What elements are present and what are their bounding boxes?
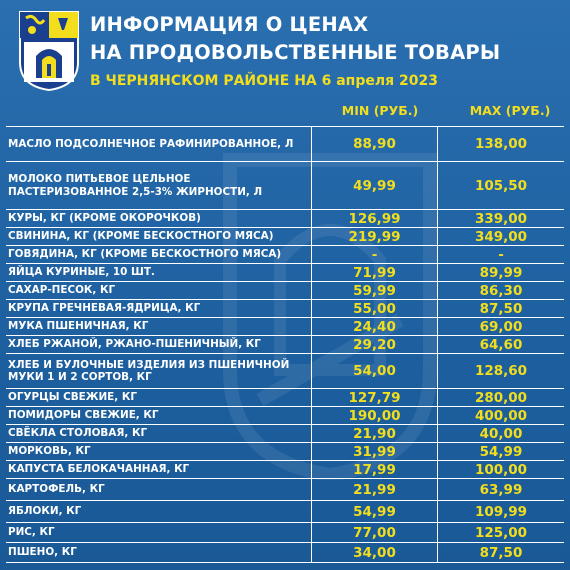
product-name: МОЛОКО ПИТЬЕВОЕ ЦЕЛЬНОЕ ПАСТЕРИЗОВАННОЕ 2,5-3% ЖИРНОСТИ, Л [6, 162, 312, 209]
min-price: 126,99 [312, 210, 438, 227]
min-price: 24,40 [312, 318, 438, 335]
max-price: 89,99 [479, 264, 523, 281]
max-price: 64,60 [479, 336, 523, 353]
product-name: СВИНИНА, КГ (КРОМЕ БЕСКОСТНОГО МЯСА) [6, 228, 312, 245]
max-price: 100,00 [474, 461, 528, 478]
max-price: 349,00 [474, 228, 528, 245]
product-name: КАРТОФЕЛЬ, КГ [6, 479, 312, 500]
min-price: 55,00 [312, 300, 438, 317]
product-name: КУРЫ, КГ (КРОМЕ ОКОРОЧКОВ) [6, 210, 312, 227]
min-price: 88,90 [312, 127, 438, 161]
min-price: 190,00 [312, 407, 438, 424]
max-price: 280,00 [474, 389, 528, 406]
product-name: ПОМИДОРЫ СВЕЖИЕ, КГ [6, 407, 312, 424]
max-price: 87,50 [479, 544, 523, 561]
max-price: 54,99 [479, 443, 523, 460]
max-price: 63,99 [479, 481, 523, 498]
table-row [6, 543, 564, 563]
min-price: 127,79 [312, 389, 438, 406]
table-row [6, 282, 564, 300]
min-price: 54,00 [312, 354, 438, 388]
product-name: КАПУСТА БЕЛОКАЧАННАЯ, КГ [6, 461, 312, 478]
product-name: МОРКОВЬ, КГ [6, 443, 312, 460]
column-header-min: MIN (РУБ.) [341, 103, 419, 118]
table-row [6, 523, 564, 543]
table-row [6, 264, 564, 282]
min-price: 77,00 [312, 523, 438, 542]
product-name: ОГУРЦЫ СВЕЖИЕ, КГ [6, 389, 312, 406]
table-row [6, 389, 564, 407]
product-name: ЯБЛОКИ, КГ [6, 501, 312, 522]
table-row [6, 127, 564, 162]
product-name: СВЁКЛА СТОЛОВАЯ, КГ [6, 425, 312, 442]
min-price: 49,99 [312, 162, 438, 209]
max-price: 339,00 [474, 210, 528, 227]
table-row [6, 300, 564, 318]
min-price: 59,99 [312, 282, 438, 299]
min-price: 34,00 [312, 543, 438, 562]
product-name: МУКА ПШЕНИЧНАЯ, КГ [6, 318, 312, 335]
header [0, 0, 570, 100]
table-row [6, 162, 564, 210]
product-name: МАСЛО ПОДСОЛНЕЧНОЕ РАФИНИРОВАННОЕ, Л [6, 127, 312, 161]
min-price: 29,20 [312, 336, 438, 353]
product-name: ХЛЕБ РЖАНОЙ, РЖАНО-ПШЕНИЧНЫЙ, КГ [6, 336, 312, 353]
title-line-1: ИНФОРМАЦИЯ О ЦЕНАХ [90, 13, 369, 36]
min-price: 21,99 [312, 479, 438, 500]
table-row [6, 443, 564, 461]
table-row [6, 228, 564, 246]
title-line-2: НА ПРОДОВОЛЬСТВЕННЫЕ ТОВАРЫ [90, 41, 501, 64]
table-row [6, 461, 564, 479]
max-price: 86,30 [479, 282, 523, 299]
price-table [6, 126, 564, 563]
product-name: САХАР-ПЕСОК, КГ [6, 282, 312, 299]
max-price: 69,00 [479, 318, 523, 335]
table-row [6, 318, 564, 336]
max-price: 128,60 [474, 363, 528, 379]
column-header-max: MAX (РУБ.) [469, 103, 551, 118]
max-price: 125,00 [474, 524, 528, 541]
product-name: КРУПА ГРЕЧНЕВАЯ-ЯДРИЦА, КГ [6, 300, 312, 317]
min-price: 219,99 [312, 228, 438, 245]
table-row [6, 246, 564, 264]
product-name: ГОВЯДИНА, КГ (КРОМЕ БЕСКОСТНОГО МЯСА) [6, 246, 312, 263]
product-name: ЯЙЦА КУРИНЫЕ, 10 ШТ. [6, 264, 312, 281]
table-row [6, 479, 564, 501]
max-price: 109,99 [474, 503, 528, 520]
coat-of-arms-icon [18, 8, 80, 92]
max-price: 138,00 [474, 136, 528, 152]
min-price: 31,99 [312, 443, 438, 460]
table-row [6, 501, 564, 523]
product-name: ХЛЕБ И БУЛОЧНЫЕ ИЗДЕЛИЯ ИЗ ПШЕНИЧНОЙ МУКИ 1 И 2 СОРТОВ, КГ [6, 354, 312, 388]
max-price: - [498, 246, 504, 263]
max-price: 105,50 [474, 177, 528, 194]
min-price: 71,99 [312, 264, 438, 281]
table-row [6, 354, 564, 389]
max-price: 40,00 [479, 425, 523, 442]
table-row [6, 336, 564, 354]
product-name: ПШЕНО, КГ [6, 543, 312, 562]
min-price: 21,90 [312, 425, 438, 442]
max-price: 400,00 [474, 407, 528, 424]
product-name: РИС, КГ [6, 523, 312, 542]
subtitle-date: В ЧЕРНЯНСКОМ РАЙОНЕ НА 6 апреля 2023 [90, 73, 438, 89]
min-price: 54,99 [312, 501, 438, 522]
table-row [6, 210, 564, 228]
table-row [6, 407, 564, 425]
min-price: 17,99 [312, 461, 438, 478]
table-row [6, 425, 564, 443]
max-price: 87,50 [479, 300, 523, 317]
min-price: - [312, 246, 438, 263]
